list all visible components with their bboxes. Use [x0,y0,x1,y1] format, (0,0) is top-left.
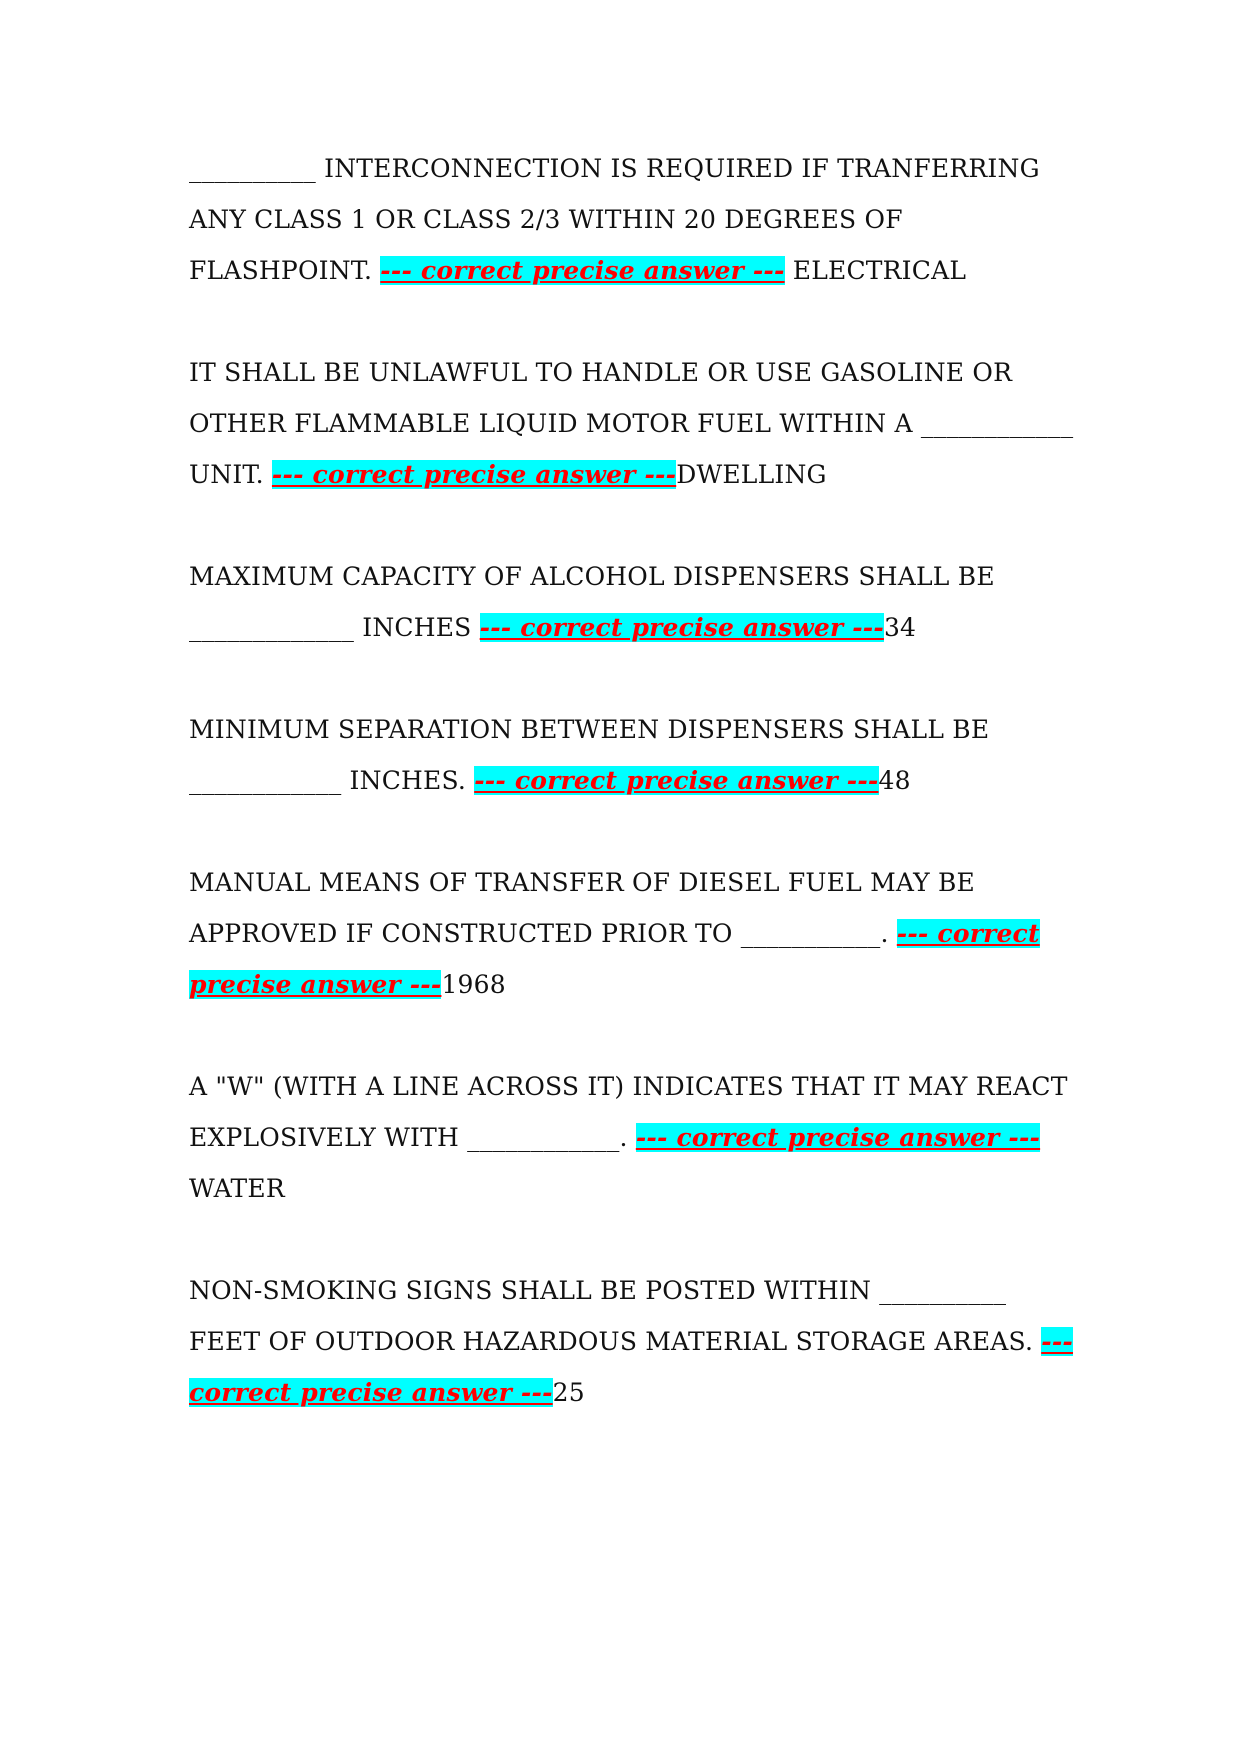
answer-text: 1968 [441,970,506,999]
answer-marker: --- correct precise answer --- [635,1123,1041,1152]
question-text: A "W" (WITH A LINE ACROSS IT) INDICATES THAT IT MAY REACT EXPLOSIVELY WITH ____________. [189,1072,1068,1152]
answer-marker: --- correct precise answer --- [479,613,884,642]
answer-text: WATER [189,1174,285,1203]
question-item [189,1061,1079,1214]
question-text: MAXIMUM CAPACITY OF ALCOHOL DISPENSERS SHALL BE _____________ INCHES [189,562,995,642]
answer-text: 48 [878,766,911,795]
question-item [189,347,1079,500]
document-page [189,143,1079,1469]
answer-text: 25 [552,1378,585,1407]
question-text: IT SHALL BE UNLAWFUL TO HANDLE OR USE GASOLINE OR OTHER FLAMMABLE LIQUID MOTOR FUEL WITHIN A ____________ UNIT. [189,358,1074,489]
answer-text: ELECTRICAL [784,256,967,285]
answer-text: DWELLING [676,460,827,489]
answer-marker: --- correct precise answer --- [189,919,1040,999]
question-text: MANUAL MEANS OF TRANSFER OF DIESEL FUEL MAY BE APPROVED IF CONSTRUCTED PRIOR TO ___________. [189,868,975,948]
question-item [189,1265,1079,1418]
question-item [189,551,1079,653]
question-item [189,857,1079,1010]
answer-marker: --- correct precise answer --- [380,256,785,285]
question-item [189,704,1079,806]
question-text: __________ INTERCONNECTION IS REQUIRED IF TRANFERRING ANY CLASS 1 OR CLASS 2/3 WITHIN 20 DEGREES OF FLASHPOINT. [189,154,1040,285]
answer-marker: --- correct precise answer --- [474,766,879,795]
question-text: MINIMUM SEPARATION BETWEEN DISPENSERS SHALL BE ____________ INCHES. [189,715,990,795]
answer-marker: --- correct precise answer --- [189,1327,1073,1407]
question-text: NON-SMOKING SIGNS SHALL BE POSTED WITHIN __________ FEET OF OUTDOOR HAZARDOUS MATERIAL STORAGE AREAS. [189,1276,1042,1356]
question-item [189,143,1079,296]
answer-marker: --- correct precise answer --- [271,460,677,489]
answer-text: 34 [883,613,917,642]
